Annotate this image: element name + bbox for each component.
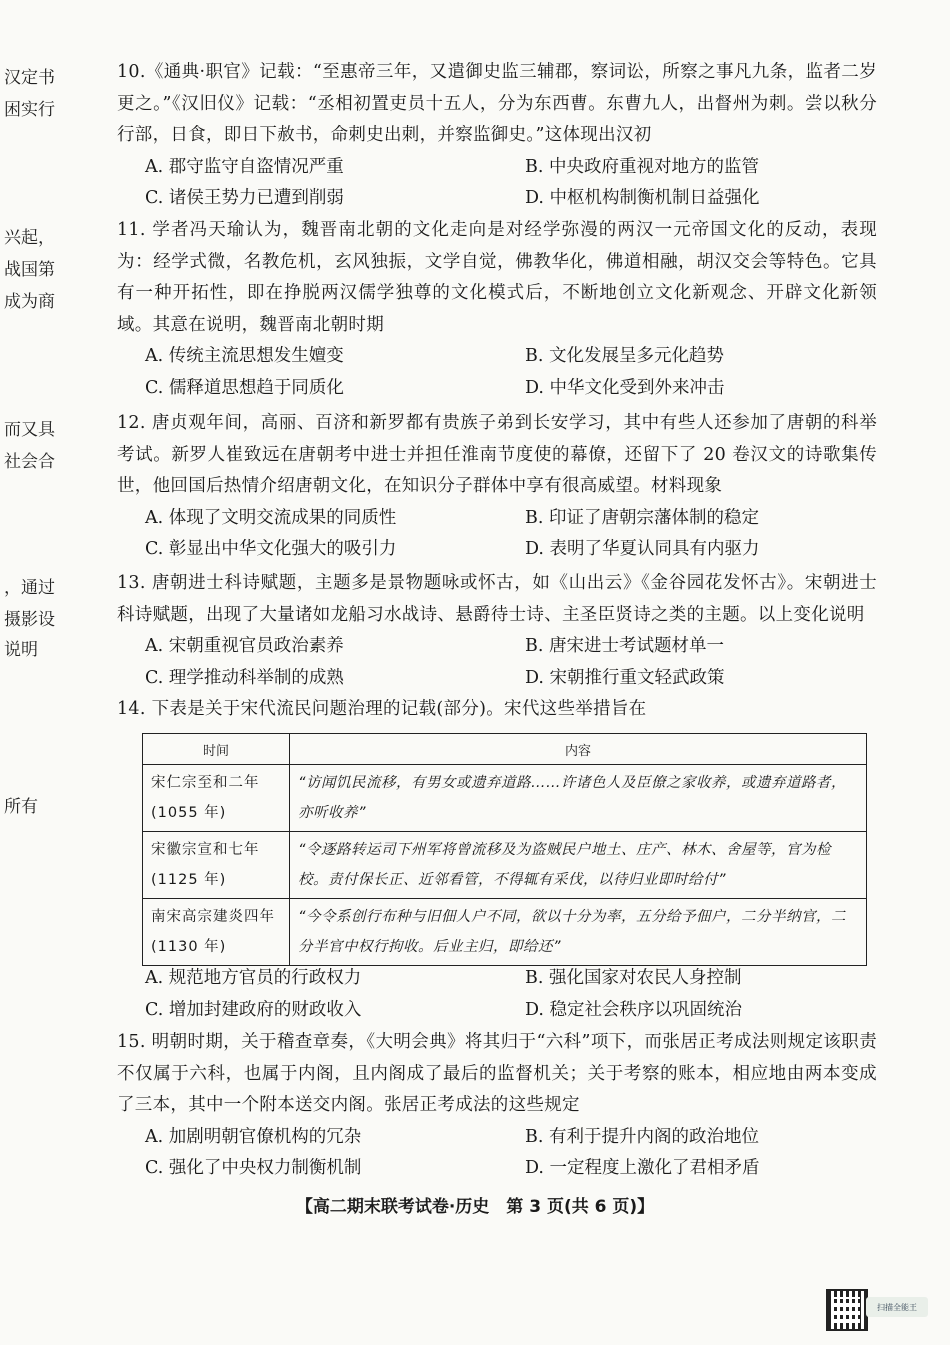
option-b[interactable]: B. 印证了唐朝宗藩体制的稳定 <box>525 507 759 528</box>
question-stem: 14. 下表是关于宋代流民问题治理的记载(部分)。宋代这些举措旨在 <box>117 699 647 719</box>
option-a[interactable]: A. 传统主流思想发生嬗变 <box>145 346 344 366</box>
option-c[interactable]: C. 增加封建政府的财政收入 <box>145 999 362 1020</box>
option-d[interactable]: D. 稳定社会秩序以巩固统治 <box>525 999 743 1020</box>
option-list <box>117 631 877 694</box>
content-cell: “访闻饥民流移，有男女或遗弃道路……许诸色人及臣僚之家收养，或遗弃道路者，亦听收养” <box>290 765 867 832</box>
margin-fragment: 摄影设 <box>4 610 55 630</box>
option-d[interactable]: D. 中华文化受到外来冲击 <box>525 377 725 398</box>
option-c[interactable]: C. 诸侯王势力已遭到削弱 <box>145 188 344 208</box>
option-b[interactable]: B. 中央政府重视对地方的监管 <box>525 156 759 177</box>
option-list <box>117 963 877 1026</box>
table-row <box>143 899 867 966</box>
ad-year: (1130 年) <box>151 939 227 955</box>
margin-fragment: 困实行 <box>4 100 55 120</box>
margin-fragment: 汉定书 <box>4 68 55 88</box>
option-a[interactable]: A. 郡守监守自盗情况严重 <box>145 156 344 177</box>
question-14-options <box>117 963 877 1026</box>
qr-code-icon <box>826 1289 868 1331</box>
option-b[interactable]: B. 有利于提升内阁的政治地位 <box>525 1126 759 1147</box>
table-row <box>143 765 867 832</box>
table-row <box>143 832 867 899</box>
option-d[interactable]: D. 一定程度上激化了君相矛盾 <box>525 1158 760 1178</box>
question-stem: 10.《通典·职官》记载：“至惠帝三年，又遣御史监三辅郡，察词讼，所察之事凡九条，监者二岁更之。”《汉旧仪》记载：“丞相初置吏员十五人，分为东西曹。东曹九人，出督州为刺。尝以秋分行部，日食，即日下赦书，命刺史出刺，并察监御史。”这体现出汉初 <box>117 62 877 145</box>
option-d[interactable]: D. 中枢机构制衡机制日益强化 <box>525 188 760 208</box>
question-14 <box>117 694 877 726</box>
question-stem: 13. 唐朝进士科诗赋题，主题多是景物题咏或怀古，如《山出云》《金谷园花发怀古》。宋朝进士科诗赋题，出现了大量诸如龙船习水战诗、悬爵待士诗、主圣臣贤诗之类的主题。以上变化说明 <box>117 573 877 625</box>
option-c[interactable]: C. 强化了中央权力制衡机制 <box>145 1158 362 1178</box>
question-stem: 12. 唐贞观年间，高丽、百济和新罗都有贵族子弟到长安学习，其中有些人还参加了唐朝的科举考试。新罗人崔致远在唐朝考中进士并担任淮南节度使的幕僚，还留下了 20 卷汉文的诗歌集传世，他回国后热情介绍唐朝文化，在知识分子群体中享有很高威望。材料现象 <box>117 413 877 496</box>
time-cell <box>143 832 290 899</box>
option-c[interactable]: C. 儒释道思想趋于同质化 <box>145 377 344 398</box>
option-a[interactable]: A. 规范地方官员的行政权力 <box>145 968 362 988</box>
refugee-policy-table <box>142 733 867 966</box>
reign-year: 宋徽宗宣和七年 <box>151 842 260 858</box>
margin-fragment: 所有 <box>4 797 38 817</box>
margin-fragment: 而又具 <box>4 420 55 440</box>
ad-year: (1055 年) <box>151 805 227 821</box>
option-b[interactable]: B. 唐宋进士考试题材单一 <box>525 636 724 656</box>
reign-year: 南宋高宗建炎四年 <box>151 909 275 925</box>
option-c[interactable]: C. 彰显出中华文化强大的吸引力 <box>145 539 397 559</box>
reign-year: 宋仁宗至和二年 <box>151 775 260 791</box>
margin-fragment: 成为商 <box>4 292 55 312</box>
column-header-time: 时间 <box>143 734 290 765</box>
question-stem: 15. 明朝时期，关于稽查章奏，《大明会典》将其归于“六科”项下，而张居正考成法则规定该职责不仅属于六科，也属于内阁，且内阁成了最后的监督机关；关于考察的账本，相应地由两本变成了三本，其中一个附本送交内阁。张居正考成法的这些规定 <box>117 1032 877 1115</box>
question-12 <box>117 408 877 566</box>
question-15 <box>117 1027 877 1185</box>
question-11 <box>117 215 877 404</box>
content-cell: “令逐路转运司下州军将曾流移及为盗贼民户地土、庄产、林木、舍屋等，官为检校。责付保长正、近邻看管，不得辄有采伐，以待归业即时给付” <box>290 832 867 899</box>
margin-fragment: 社会合 <box>4 452 55 472</box>
option-a[interactable]: A. 体现了文明交流成果的同质性 <box>145 507 397 528</box>
option-list <box>117 1122 877 1185</box>
margin-fragment: ，通过 <box>4 578 55 598</box>
ad-year: (1125 年) <box>151 872 227 888</box>
question-stem: 11. 学者冯天瑜认为，魏晋南北朝的文化走向是对经学弥漫的两汉一元帝国文化的反动，表现为：经学式微，名教危机，玄风独振，文学自觉，佛教华化，佛道相融，胡汉交会等特色。它具有一种开拓性，即在挣脱两汉儒学独尊的文化模式后，不断地创立文化新观念、开辟文化新领域。其意在说明，魏晋南北朝时期 <box>117 220 877 335</box>
question-13 <box>117 568 877 694</box>
content-cell: “今令系创行布种与旧佃人户不同，欲以十分为率，五分给予佃户，二分半纳官，二分半官中权行拘收。后业主归，即给还” <box>290 899 867 966</box>
column-header-content: 内容 <box>290 734 867 765</box>
page-footer: 【高二期末联考试卷·历史 第 3 页(共 6 页)】 <box>295 1197 655 1217</box>
option-c[interactable]: C. 理学推动科举制的成熟 <box>145 667 344 688</box>
option-list <box>117 341 877 404</box>
margin-fragment: 说明 <box>4 640 38 660</box>
time-cell <box>143 765 290 832</box>
option-a[interactable]: A. 加剧明朝官僚机构的冗杂 <box>145 1126 362 1147</box>
margin-fragment: 兴起， <box>4 228 55 248</box>
option-list <box>117 503 877 566</box>
margin-fragment: 战国第 <box>4 260 55 280</box>
scanner-app-badge: 扫描全能王 <box>866 1297 928 1317</box>
question-10 <box>117 57 877 215</box>
option-d[interactable]: D. 表明了华夏认同具有内驱力 <box>525 539 760 559</box>
option-d[interactable]: D. 宋朝推行重文轻武政策 <box>525 667 725 688</box>
option-list <box>117 152 877 215</box>
time-cell <box>143 899 290 966</box>
option-b[interactable]: B. 文化发展呈多元化趋势 <box>525 346 724 366</box>
option-b[interactable]: B. 强化国家对农民人身控制 <box>525 968 742 988</box>
option-a[interactable]: A. 宋朝重视官员政治素养 <box>145 636 344 656</box>
table-header-row <box>143 734 867 765</box>
